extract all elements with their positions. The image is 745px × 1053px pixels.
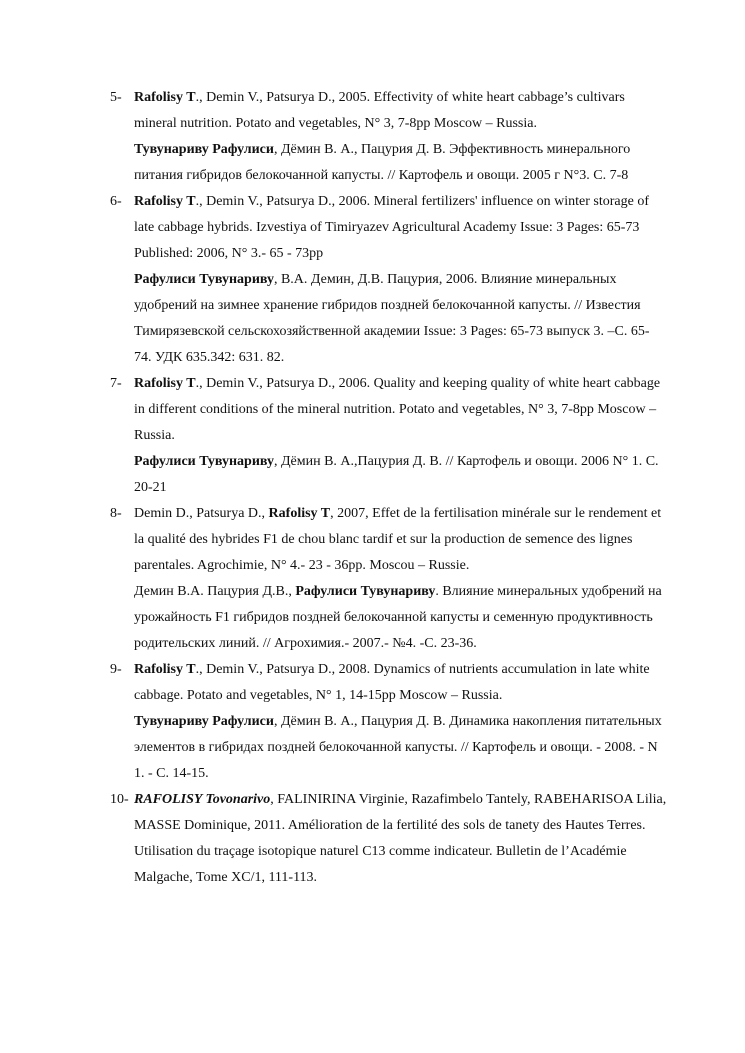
- reference-russian: [134, 579, 670, 657]
- reference-text: ., Demin V., Patsurya D., 2006. Mineral fertilizers' influence on winter storage of late cabbage hybrids. Izvestiya of Timiryazev Agricultural Academy Issue: 3 Pages: 65-73 Published: 2006, N° 3.- 65 - 73pp: [134, 194, 649, 261]
- reference-english: [134, 85, 670, 137]
- reference-text: , В.А. Демин, Д.В. Пацурия, 2006. Влияние минеральных удобрений на зимнее хранение гибридов поздней белокочанной капусты. // Известия Тимирязевской сельскохозяйственной академии Issue: 3 Pages: 65-73 выпуск 3. –С. 65- 74. УДК 635.342: 631. 82.: [134, 272, 650, 365]
- reference-author: Rafolisy T: [134, 194, 196, 209]
- reference-french: [134, 787, 670, 891]
- reference-number: 5-: [110, 90, 122, 105]
- reference-author: Рафулиси Тувунариву: [295, 584, 436, 599]
- reference-number: 6-: [110, 194, 122, 209]
- reference-list: [110, 85, 670, 891]
- reference-item: [110, 787, 670, 891]
- reference-text: , 2007, Effet de la fertilisation minérale sur le rendement et la qualité des hybrides F1 de chou blanc tardif et sur la production de semence des lignes parentales. Agrochimie, N° 4.- 23 - 36pp. Moscou – Russie.: [134, 506, 662, 573]
- reference-text: . Влияние минеральных удобрений на урожайность F1 гибридов поздней белокочанной капусты и семенную продуктивность родительских линий. // Агрохимия.- 2007.- №4. -С. 23-36.: [134, 584, 662, 651]
- reference-text: , Дёмин В. А., Пацурия Д. В. Динамика накопления питательных элементов в гибридах поздней белокочанной капусты. // Картофель и овощи. - 2008. - N 1. - С. 14-15.: [134, 714, 662, 781]
- reference-author: Рафулиси Тувунариву: [134, 272, 274, 287]
- reference-text: Demin D., Patsurya D.,: [134, 506, 269, 521]
- reference-number: 10-: [110, 792, 129, 807]
- reference-text: Демин В.А. Пацурия Д.В.,: [134, 584, 296, 599]
- reference-item: [110, 371, 670, 501]
- reference-number: 8-: [110, 506, 122, 521]
- reference-item: [110, 189, 670, 371]
- reference-english: [134, 657, 670, 709]
- reference-text: , Дёмин В. А.,Пацурия Д. В. // Картофель и овощи. 2006 N° 1. С. 20-21: [134, 454, 659, 495]
- reference-russian: [134, 449, 670, 501]
- reference-text: ., Demin V., Patsurya D., 2006. Quality and keeping quality of white heart cabbage in different conditions of the mineral nutrition. Potato and vegetables, N° 3, 7-8pp Moscow – Russia.: [134, 376, 661, 443]
- reference-author: Rafolisy T: [134, 376, 196, 391]
- reference-author: Тувунариву Рафулиси: [134, 142, 274, 157]
- reference-english: [134, 371, 670, 449]
- reference-text: ., Demin V., Patsurya D., 2005. Effectivity of white heart cabbage’s cultivars mineral nutrition. Potato and vegetables, N° 3, 7-8pp Moscow – Russia.: [134, 90, 625, 131]
- reference-author: Тувунариву Рафулиси: [134, 714, 274, 729]
- reference-item: [110, 657, 670, 787]
- reference-author: Rafolisy T: [134, 662, 196, 677]
- reference-russian: [134, 267, 670, 371]
- reference-author: Rafolisy T: [268, 506, 331, 521]
- reference-author: Rafolisy T: [134, 90, 196, 105]
- reference-number: 9-: [110, 662, 122, 677]
- reference-number: 7-: [110, 376, 122, 391]
- reference-text: , Дёмин В. А., Пацурия Д. В. Эффективность минерального питания гибридов белокочанной капусты. // Картофель и овощи. 2005 г N°3. С. 7-8: [134, 142, 631, 183]
- reference-french: [134, 501, 670, 579]
- reference-russian: [134, 137, 670, 189]
- reference-text: ., Demin V., Patsurya D., 2008. Dynamics of nutrients accumulation in late white cabbage. Potato and vegetables, N° 1, 14-15pp Moscow – Russia.: [134, 662, 650, 703]
- reference-text: , FALINIRINA Virginie, Razafimbelo Tantely, RABEHARISOA Lilia, MASSE Dominique, 2011. Amélioration de la fertilité des sols de tanety des Hautes Terres. Utilisation du traçage isotopique naturel C13 comme indicateur. Bulletin de l’Académie Malgache, Tome XC/1, 111-113.: [134, 792, 667, 885]
- reference-english: [134, 189, 670, 267]
- reference-author: RAFOLISY Tovonarivo: [134, 792, 271, 807]
- reference-item: [110, 85, 670, 189]
- reference-author: Рафулиси Тувунариву: [134, 454, 274, 469]
- reference-russian: [134, 709, 670, 787]
- reference-item: [110, 501, 670, 657]
